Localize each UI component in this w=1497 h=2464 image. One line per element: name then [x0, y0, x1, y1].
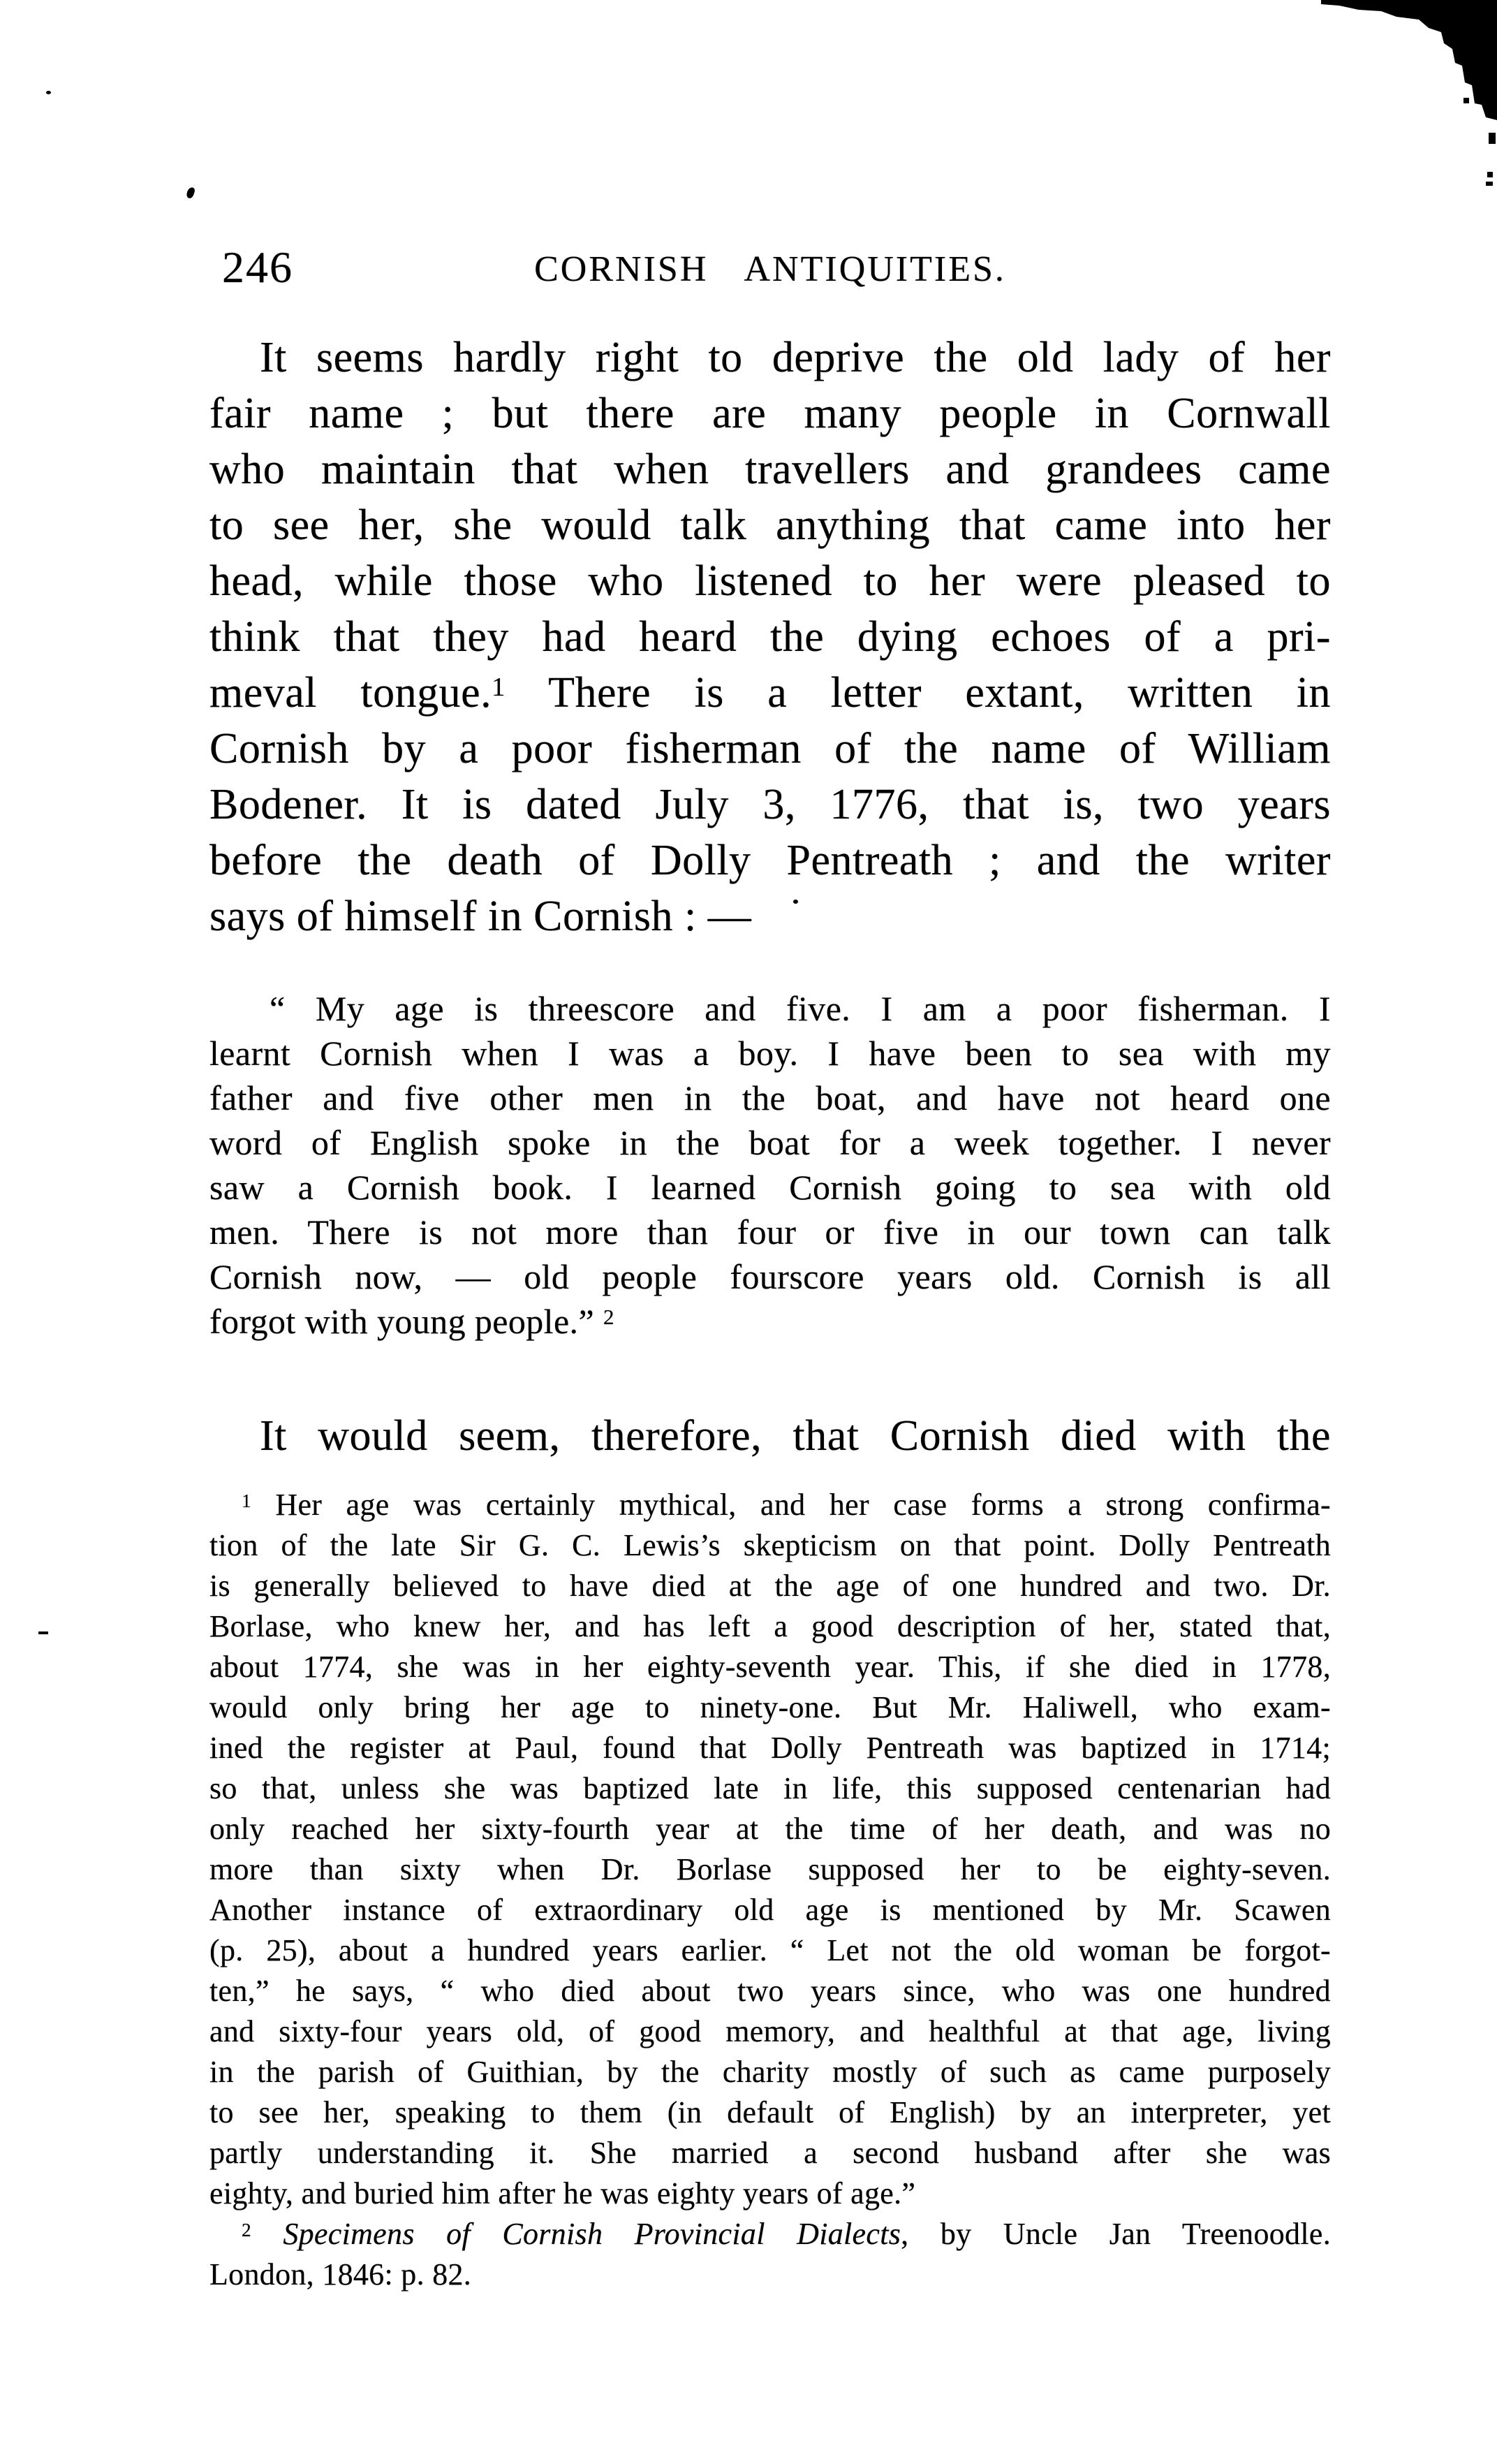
text-line: in the parish of Guithian, by the charity mostly of such as came purposely: [209, 2055, 1331, 2089]
text-line: $^1$ Her age was certainly mythical, and her case forms a strong confirma-: [242, 1488, 1331, 1522]
text-line: says of himself in Cornish : —: [209, 893, 752, 940]
text-line: “ My age is threescore and five. I am a poor fisherman. I: [270, 989, 1331, 1028]
text-line: men. There is not more than four or five in our town can talk: [209, 1212, 1331, 1252]
scan-artifact-speck: [38, 1631, 48, 1634]
text-line: more than sixty when Dr. Borlase supposed her to be eighty-seven.: [209, 1852, 1331, 1886]
text-line: think that they had heard the dying echoes of a pri-: [209, 613, 1331, 661]
running-header-title: CORNISH ANTIQUITIES.: [534, 249, 1006, 289]
footnote-2: [209, 2214, 1331, 2295]
text-line: so that, unless she was baptized late in life, this supposed centenarian had: [209, 1771, 1331, 1805]
text-line: is generally believed to have died at the age of one hundred and two. Dr.: [209, 1569, 1331, 1603]
scan-artifact-speck: [186, 186, 196, 199]
closing-paragraph: [209, 1408, 1331, 1464]
text-line: $^2$ Specimens of Cornish Provincial Dialects, by Uncle Jan Treenoodle.: [242, 2217, 1332, 2251]
text-line: and sixty-four years old, of good memory, and healthful at that age, living: [209, 2014, 1331, 2048]
text-line: Bodener. It is dated July 3, 1776, that is, two years: [209, 781, 1331, 828]
text-line: would only bring her age to ninety-one. But Mr. Haliwell, who exam-: [209, 1690, 1331, 1724]
text-line: fair name ; but there are many people in Cornwall: [209, 390, 1331, 437]
text-line: who maintain that when travellers and grandees came: [209, 446, 1331, 493]
text-line: Borlase, who knew her, and has left a good description of her, stated that,: [209, 1609, 1331, 1643]
text-line: Another instance of extraordinary old age is mentioned by Mr. Scawen: [209, 1893, 1331, 1927]
scan-artifact-speck: [793, 900, 798, 904]
text-line: (p. 25), about a hundred years earlier. “ Let not the old woman be forgot-: [209, 1933, 1331, 1967]
text-line: ined the register at Paul, found that Dolly Pentreath was baptized in 1714;: [209, 1731, 1331, 1765]
text-line: meval tongue.$^1$ There is a letter extant, written in: [209, 669, 1332, 717]
text-line: partly understanding it. She married a second husband after she was: [209, 2136, 1331, 2170]
text-line: to see her, she would talk anything that came into her: [209, 501, 1331, 549]
text-line: eighty, and buried him after he was eighty years of age.”: [209, 2176, 916, 2210]
text-line: Cornish by a poor fisherman of the name of William: [209, 725, 1331, 772]
page-header: [209, 242, 1331, 296]
text-line: father and five other men in the boat, and have not heard one: [209, 1078, 1331, 1117]
footnote-1: [209, 1485, 1331, 2214]
text-line: tion of the late Sir G. C. Lewis’s skepticism on that point. Dolly Pentreath: [209, 1528, 1331, 1562]
text-line: Cornish now, — old people fourscore years old. Cornish is all: [209, 1257, 1331, 1296]
text-line: It would seem, therefore, that Cornish died with the: [260, 1412, 1331, 1460]
text-line: about 1774, she was in her eighty-seventh year. This, if she died in 1778,: [209, 1650, 1331, 1684]
text-line: to see her, speaking to them (in default of English) by an interpreter, yet: [209, 2095, 1331, 2129]
text-line: forgot with young people.” $^2$: [209, 1302, 614, 1341]
text-line: London, 1846: p. 82.: [209, 2257, 472, 2291]
page-number: 246: [222, 242, 293, 292]
main-paragraph: [209, 330, 1331, 944]
text-line: word of English spoke in the boat for a week together. I never: [209, 1123, 1331, 1162]
text-line: saw a Cornish book. I learned Cornish going to sea with old: [209, 1168, 1331, 1207]
text-line: only reached her sixty-fourth year at the time of her death, and was no: [209, 1812, 1331, 1846]
text-line: It seems hardly right to deprive the old lady of her: [260, 334, 1331, 381]
text-line: before the death of Dolly Pentreath ; and the writer: [209, 837, 1331, 884]
text-line: ten,” he says, “ who died about two years since, who was one hundred: [209, 1974, 1331, 2008]
scan-artifact-corner-blob: [1314, 0, 1497, 203]
text-line: head, while those who listened to her were pleased to: [209, 557, 1331, 605]
text-line: learnt Cornish when I was a boy. I have been to sea with my: [209, 1034, 1331, 1073]
block-quotation: [209, 986, 1331, 1344]
scan-artifact-speck: [46, 91, 51, 94]
